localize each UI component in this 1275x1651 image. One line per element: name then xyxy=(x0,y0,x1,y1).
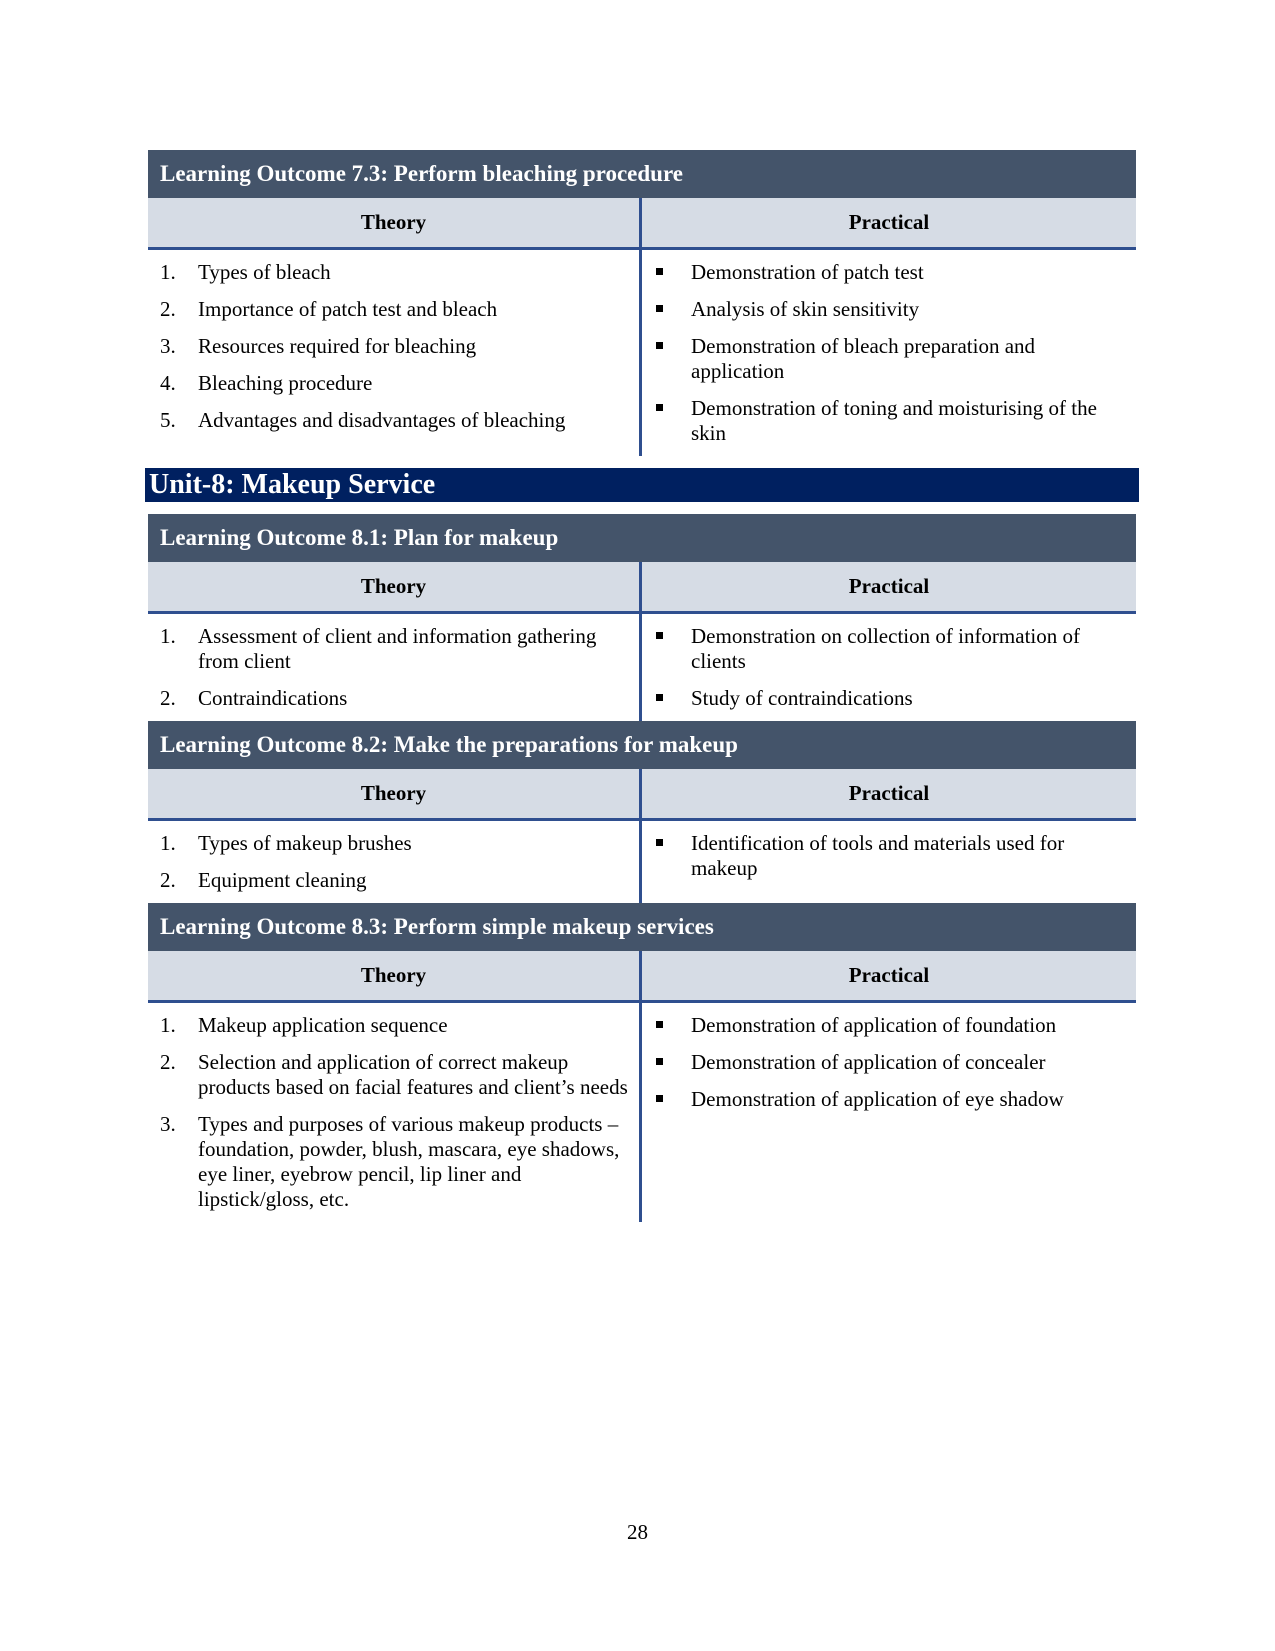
theory-column xyxy=(148,614,642,721)
item-text: Resources required for bleaching xyxy=(198,334,477,358)
theory-item xyxy=(148,297,639,322)
practical-list xyxy=(642,260,1136,446)
item-text: Demonstration of application of concealer xyxy=(691,1050,1046,1074)
theory-item xyxy=(148,686,639,711)
learning-outcome-8-1 xyxy=(148,514,1136,721)
item-number: 2. xyxy=(160,686,176,710)
item-text: Demonstration of toning and moisturising of the skin xyxy=(691,396,1097,445)
theory-column xyxy=(148,1003,642,1222)
outcome-title: Learning Outcome 8.1: Plan for makeup xyxy=(148,514,1136,562)
learning-outcome-8-3 xyxy=(148,903,1136,1222)
theory-item xyxy=(148,260,639,285)
outcome-body xyxy=(148,250,1136,456)
theory-item xyxy=(148,1013,639,1038)
item-text: Demonstration of patch test xyxy=(691,260,924,284)
outcome-body xyxy=(148,821,1136,903)
item-text: Demonstration of bleach preparation and application xyxy=(691,334,1036,383)
practical-item xyxy=(642,686,1136,711)
item-number: 1. xyxy=(160,1013,176,1037)
column-headers xyxy=(148,951,1136,1003)
theory-item xyxy=(148,868,639,893)
theory-column xyxy=(148,821,642,903)
square-bullet-icon xyxy=(656,268,663,275)
theory-item xyxy=(148,1112,639,1212)
theory-item xyxy=(148,371,639,396)
learning-outcome-7-3 xyxy=(148,150,1136,456)
item-number: 3. xyxy=(160,334,176,358)
item-number: 3. xyxy=(160,1112,176,1136)
column-headers xyxy=(148,198,1136,250)
practical-item xyxy=(642,334,1136,384)
item-text: Types of bleach xyxy=(198,260,331,284)
item-text: Makeup application sequence xyxy=(198,1013,448,1037)
theory-list xyxy=(148,831,639,893)
item-text: Types and purposes of various makeup products – foundation, powder, blush, mascara, eye shadows, eye liner, eyebrow pencil, lip liner and lipstick/gloss, etc. xyxy=(198,1112,620,1211)
practical-column xyxy=(642,821,1136,903)
practical-item xyxy=(642,1087,1136,1112)
outcome-title: Learning Outcome 8.3: Perform simple makeup services xyxy=(148,903,1136,951)
square-bullet-icon xyxy=(656,839,663,846)
item-number: 5. xyxy=(160,408,176,432)
outcome-body xyxy=(148,1003,1136,1222)
practical-list xyxy=(642,831,1136,881)
practical-item xyxy=(642,297,1136,322)
practical-item xyxy=(642,1013,1136,1038)
item-text: Equipment cleaning xyxy=(198,868,367,892)
item-text: Contraindications xyxy=(198,686,348,710)
item-text: Demonstration on collection of information of clients xyxy=(691,624,1080,673)
unit-title: Unit-8: Makeup Service xyxy=(145,468,1139,502)
square-bullet-icon xyxy=(656,1021,663,1028)
theory-list xyxy=(148,624,639,711)
item-number: 2. xyxy=(160,297,176,321)
outcome-title: Learning Outcome 7.3: Perform bleaching procedure xyxy=(148,150,1136,198)
item-text: Importance of patch test and bleach xyxy=(198,297,498,321)
practical-item xyxy=(642,624,1136,674)
theory-header: Theory xyxy=(148,198,642,247)
item-text: Types of makeup brushes xyxy=(198,831,412,855)
item-number: 1. xyxy=(160,831,176,855)
theory-item xyxy=(148,1050,639,1100)
square-bullet-icon xyxy=(656,342,663,349)
item-text: Demonstration of application of eye shadow xyxy=(691,1087,1064,1111)
outcome-body xyxy=(148,614,1136,721)
item-number: 2. xyxy=(160,868,176,892)
practical-item xyxy=(642,831,1136,881)
square-bullet-icon xyxy=(656,632,663,639)
practical-column xyxy=(642,1003,1136,1222)
item-number: 4. xyxy=(160,371,176,395)
theory-header: Theory xyxy=(148,951,642,1000)
practical-header: Practical xyxy=(848,963,930,987)
theory-list xyxy=(148,1013,639,1212)
item-text: Advantages and disadvantages of bleaching xyxy=(198,408,566,432)
practical-column xyxy=(642,250,1136,456)
practical-header: Practical xyxy=(848,574,930,598)
practical-header: Practical xyxy=(848,210,930,234)
item-text: Analysis of skin sensitivity xyxy=(691,297,920,321)
square-bullet-icon xyxy=(656,305,663,312)
item-number: 2. xyxy=(160,1050,176,1074)
item-text: Study of contraindications xyxy=(691,686,913,710)
square-bullet-icon xyxy=(656,1058,663,1065)
practical-item xyxy=(642,396,1136,446)
column-headers xyxy=(148,769,1136,821)
square-bullet-icon xyxy=(656,404,663,411)
page-number: 28 xyxy=(627,1520,648,1544)
item-number: 1. xyxy=(160,624,176,648)
item-text: Bleaching procedure xyxy=(198,371,373,395)
outcome-title: Learning Outcome 8.2: Make the preparations for makeup xyxy=(148,721,1136,769)
item-text: Assessment of client and information gathering from client xyxy=(198,624,597,673)
practical-item xyxy=(642,260,1136,285)
square-bullet-icon xyxy=(656,1095,663,1102)
practical-item xyxy=(642,1050,1136,1075)
item-text: Identification of tools and materials used for makeup xyxy=(691,831,1065,880)
practical-list xyxy=(642,1013,1136,1112)
theory-item xyxy=(148,408,639,433)
learning-outcome-8-2 xyxy=(148,721,1136,903)
practical-column xyxy=(642,614,1136,721)
theory-item xyxy=(148,624,639,674)
theory-item xyxy=(148,831,639,856)
curriculum-content xyxy=(148,150,1136,1222)
theory-item xyxy=(148,334,639,359)
item-text: Demonstration of application of foundation xyxy=(691,1013,1057,1037)
practical-list xyxy=(642,624,1136,711)
theory-column xyxy=(148,250,642,456)
item-text: Selection and application of correct makeup products based on facial features and client’s needs xyxy=(198,1050,628,1099)
square-bullet-icon xyxy=(656,694,663,701)
practical-header: Practical xyxy=(848,781,930,805)
theory-header: Theory xyxy=(148,562,642,611)
theory-list xyxy=(148,260,639,433)
item-number: 1. xyxy=(160,260,176,284)
column-headers xyxy=(148,562,1136,614)
theory-header: Theory xyxy=(148,769,642,818)
